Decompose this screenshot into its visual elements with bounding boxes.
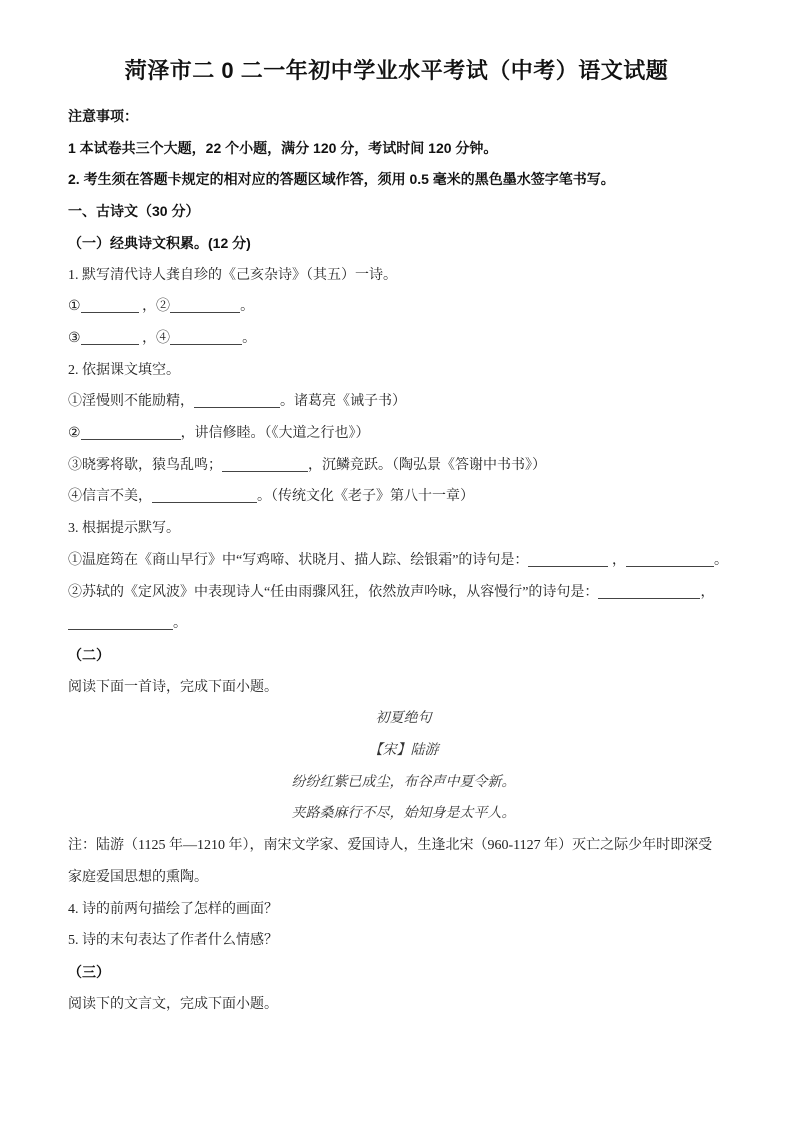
answer-blank: [81, 425, 181, 440]
text-run: 1 本试卷共三个大题，22 个小题，满分 120 分，考试时间 120 分钟。: [68, 139, 498, 156]
text-run: 。: [240, 299, 255, 315]
question-2-item-2: [68, 418, 739, 450]
poem-note-line-1: [68, 830, 739, 862]
text-run: 注意事项：: [68, 108, 138, 124]
text-run: ①淫慢则不能励精，: [68, 394, 194, 410]
text-run: 夹路桑麻行不尽，始知身是太平人。: [291, 806, 516, 822]
text-run: 初夏绝句: [375, 711, 432, 727]
poem-line-1: [68, 767, 739, 799]
text-run: 。: [242, 330, 257, 346]
text-run: （一）经典诗文积累。(12 分): [68, 234, 251, 251]
text-run: ③: [68, 330, 81, 346]
poem-author: [68, 735, 739, 767]
text-run: ，: [608, 552, 626, 568]
text-run: 4. 诗的前两句描绘了怎样的画面？: [68, 901, 278, 917]
text-run: 。: [713, 552, 728, 568]
reading-1-intro: [68, 672, 739, 704]
answer-blank: [68, 615, 173, 630]
answer-blank: [152, 488, 257, 503]
text-run: 纷纷红紫已成尘，布谷声中夏令新。: [291, 774, 516, 790]
answer-blank: [598, 584, 700, 599]
reading-2-intro: [68, 989, 739, 1021]
question-3-item-1: [68, 545, 739, 577]
text-run: 5. 诗的末句表达了作者什么情感？: [68, 933, 278, 949]
text-run: ①温庭筠在《商山早行》中“写鸡啼、状晓月、描人踪、绘银霜”的诗句是：: [68, 552, 529, 568]
question-5: [68, 925, 739, 957]
text-run: 3. 根据提示默写。: [68, 521, 180, 537]
notice-item-1: [68, 133, 739, 165]
text-run: ③晓雾将歇，猿鸟乱鸣；: [68, 457, 222, 473]
section-1-heading: [68, 196, 739, 228]
text-run: ④信言不美，: [68, 489, 152, 505]
text-run: （三）: [68, 963, 110, 980]
question-2-item-4: [68, 481, 739, 513]
text-run: ②苏轼的《定风波》中表现诗人“任由雨骤风狂，依然放声吟咏，从容慢行”的诗句是：: [68, 584, 599, 600]
text-run: ，沉鳞竞跃。（陶弘景《答谢中书书》）: [308, 457, 546, 473]
question-3-item-2-continued: [68, 608, 739, 640]
question-1: [68, 260, 739, 292]
text-run: 。: [173, 616, 187, 632]
poem-note-line-2: [68, 862, 739, 894]
text-run: 2. 考生须在答题卡规定的相对应的答题区域作答，须用 0.5 毫米的黑色墨水签字笔书写。: [68, 171, 615, 188]
poem-line-2: [68, 798, 739, 830]
subsection-2-heading: [68, 640, 739, 672]
text-run: ②: [68, 426, 81, 442]
answer-blank: [528, 552, 608, 567]
question-2: [68, 355, 739, 387]
text-run: ，讲信修睦。（《大道之行也》）: [180, 426, 370, 442]
document-body: [68, 101, 739, 1020]
answer-blank: [626, 552, 714, 567]
text-run: 注：陆游（1125 年—1210 年），南宋文学家、爱国诗人，生逢北宋（960-1127 年）灭亡之际少年时即深受: [68, 838, 713, 854]
text-run: 家庭爱国思想的熏陶。: [68, 869, 208, 885]
text-run: ，④: [138, 330, 171, 346]
text-run: ，②: [138, 299, 171, 315]
text-run: ，: [700, 584, 715, 600]
question-3: [68, 513, 739, 545]
poem-title: [68, 703, 739, 735]
text-run: 一、古诗文（30 分）: [68, 203, 200, 220]
answer-blank: [170, 330, 242, 345]
text-run: 。（传统文化《老子》第八十一章）: [257, 489, 474, 505]
text-run: 【宋】陆游: [368, 743, 439, 759]
text-run: 阅读下面一首诗，完成下面小题。: [68, 679, 278, 695]
answer-blank: [222, 457, 308, 472]
question-4: [68, 894, 739, 926]
text-run: 1. 默写清代诗人龚自珍的《己亥杂诗》（其五）一诗。: [68, 267, 397, 283]
question-2-item-1: [68, 386, 739, 418]
question-3-item-2: [68, 577, 739, 609]
subsection-1-heading: [68, 228, 739, 260]
answer-blank: [81, 330, 139, 345]
text-run: ①: [68, 299, 81, 315]
answer-blank: [194, 393, 280, 408]
answer-blank: [81, 298, 139, 313]
question-1-blank-line-2: [68, 323, 739, 355]
text-run: 2. 依据课文填空。: [68, 362, 180, 378]
question-2-item-3: [68, 450, 739, 482]
subsection-3-heading: [68, 957, 739, 989]
text-run: 阅读下的文言文，完成下面小题。: [68, 996, 278, 1012]
question-1-blank-line-1: [68, 291, 739, 323]
notice-item-2: [68, 164, 739, 196]
text-run: （二）: [68, 646, 110, 663]
answer-blank: [170, 298, 240, 313]
page-title: 菏泽市二 0 二一年初中学业水平考试（中考）语文试题: [124, 58, 669, 83]
text-run: 。诸葛亮《诫子书）: [280, 394, 406, 410]
notice-heading: [68, 101, 739, 133]
